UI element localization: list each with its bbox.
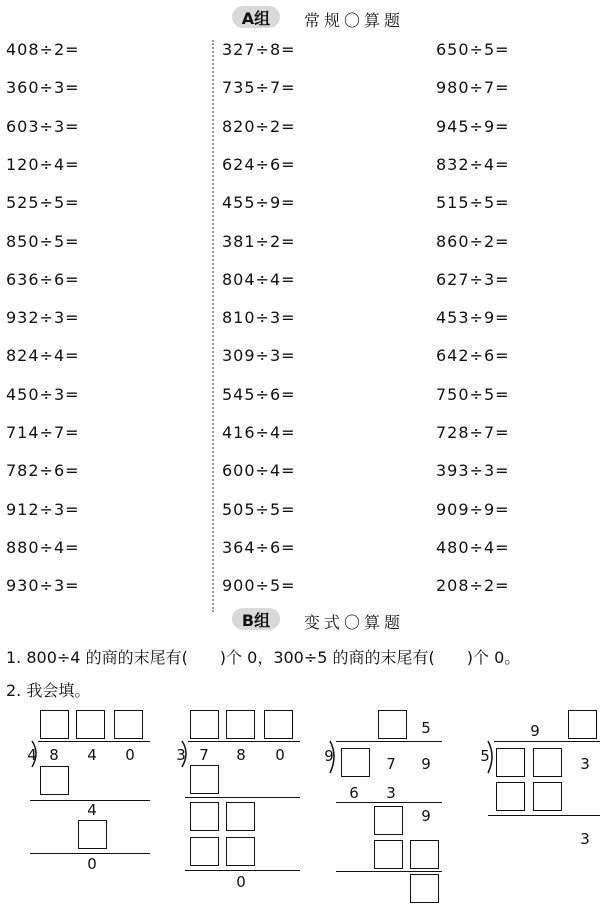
- quotient-digit: 9: [530, 722, 540, 740]
- division-problem: 545÷6=: [222, 384, 296, 404]
- product-digit: 3: [386, 784, 396, 802]
- division-problem: 636÷6=: [6, 269, 80, 289]
- division-problem: 627÷3=: [436, 269, 510, 289]
- division-problem: 208÷2=: [436, 576, 510, 596]
- division-problem: 408÷2=: [6, 40, 80, 59]
- division-problem: 735÷7=: [222, 78, 296, 98]
- step-digit: 9: [421, 807, 431, 825]
- division-problem: 603÷3=: [6, 116, 80, 136]
- dividend-digit: 7: [386, 755, 396, 773]
- answer-box[interactable]: [190, 837, 219, 866]
- division-problem: 416÷4=: [222, 423, 296, 442]
- division-problem: 455÷9=: [222, 193, 296, 213]
- answer-box[interactable]: [410, 874, 439, 903]
- division-problem: 945÷9=: [436, 116, 510, 136]
- division-problem: 750÷5=: [436, 384, 510, 404]
- subtraction-line: [30, 853, 150, 854]
- divisor: 3: [176, 746, 186, 764]
- remainder-digit: 0: [236, 873, 246, 891]
- dividend-digit: 0: [275, 746, 285, 764]
- column-divider: [212, 40, 214, 612]
- division-problem: 850÷5=: [6, 231, 80, 251]
- division-problem: 824÷4=: [6, 346, 80, 366]
- question-1: 1. 800÷4 的商的末尾有( )个 0，300÷5 的商的末尾有( )个 0。: [6, 648, 521, 667]
- division-problem: 450÷3=: [6, 384, 80, 404]
- division-problem: 909÷9=: [436, 499, 510, 519]
- division-problem: 120÷4=: [6, 154, 80, 174]
- subtraction-line: [185, 797, 300, 798]
- division-problem: 980÷7=: [436, 78, 510, 98]
- division-problem: 810÷3=: [222, 308, 296, 328]
- question-2: 2. 我会填。: [6, 681, 91, 700]
- dividend-digit: 3: [580, 755, 590, 773]
- dividend-digit: 8: [236, 746, 246, 764]
- answer-box[interactable]: [496, 782, 525, 811]
- division-bar: [38, 741, 150, 742]
- division-problem: 900÷5=: [222, 576, 296, 596]
- answer-box[interactable]: [341, 748, 370, 777]
- answer-box[interactable]: [114, 710, 143, 739]
- product-digit: 6: [349, 784, 359, 802]
- division-problem: 505÷5=: [222, 499, 296, 519]
- division-problem: 820÷2=: [222, 116, 296, 136]
- answer-box[interactable]: [76, 710, 105, 739]
- division-bar: [494, 741, 600, 742]
- answer-box[interactable]: [40, 710, 69, 739]
- division-problem: 912÷3=: [6, 499, 80, 519]
- subtraction-line: [336, 802, 442, 803]
- division-problem: 381÷2=: [222, 231, 296, 251]
- remainder-digit: 3: [580, 830, 590, 848]
- division-problem: 624÷6=: [222, 154, 296, 174]
- answer-box[interactable]: [378, 710, 407, 739]
- answer-box[interactable]: [40, 766, 69, 795]
- division-problem: 360÷3=: [6, 78, 80, 98]
- division-problem: 932÷3=: [6, 308, 80, 328]
- answer-box[interactable]: [533, 782, 562, 811]
- answer-box[interactable]: [568, 710, 597, 739]
- dividend-digit: 4: [87, 746, 97, 764]
- division-problem: 453÷9=: [436, 308, 510, 328]
- dividend-digit: 9: [421, 755, 431, 773]
- division-problem: 525÷5=: [6, 193, 80, 213]
- division-problem: 930÷3=: [6, 576, 80, 596]
- division-problem: 782÷6=: [6, 461, 80, 481]
- section-a-title: 常规〇算题: [304, 11, 405, 30]
- subtraction-line: [488, 815, 600, 816]
- division-problem: 728÷7=: [436, 423, 510, 442]
- division-problem: 327÷8=: [222, 40, 296, 59]
- section-a-badge: A组: [232, 6, 280, 28]
- answer-box[interactable]: [496, 748, 525, 777]
- divisor: 9: [324, 747, 334, 765]
- step-digit: 4: [87, 801, 97, 819]
- division-problem: 832÷4=: [436, 154, 510, 174]
- answer-box[interactable]: [190, 710, 219, 739]
- quotient-digit: 5: [421, 719, 431, 737]
- answer-box[interactable]: [374, 806, 403, 835]
- answer-box[interactable]: [374, 840, 403, 869]
- divisor: 4: [27, 746, 37, 764]
- division-bar: [188, 741, 300, 742]
- division-problem: 309÷3=: [222, 346, 296, 366]
- answer-box[interactable]: [190, 765, 219, 794]
- division-problem: 880÷4=: [6, 537, 80, 557]
- answer-box[interactable]: [410, 840, 439, 869]
- dividend-digit: 8: [49, 746, 59, 764]
- remainder-digit: 0: [87, 855, 97, 873]
- section-b-badge: B组: [232, 608, 280, 630]
- divisor: 5: [480, 747, 490, 765]
- subtraction-line: [336, 871, 442, 872]
- division-problem: 364÷6=: [222, 537, 296, 557]
- division-problem: 804÷4=: [222, 269, 296, 289]
- dividend-digit: 7: [199, 746, 209, 764]
- subtraction-line: [185, 870, 300, 871]
- section-b-title: 变式〇算题: [304, 613, 405, 632]
- answer-box[interactable]: [533, 748, 562, 777]
- division-problem: 642÷6=: [436, 346, 510, 366]
- answer-box[interactable]: [78, 820, 107, 849]
- division-problem: 480÷4=: [436, 537, 510, 557]
- division-problem: 600÷4=: [222, 461, 296, 481]
- division-problem: 714÷7=: [6, 423, 80, 442]
- answer-box[interactable]: [264, 710, 293, 739]
- answer-box[interactable]: [226, 710, 255, 739]
- dividend-digit: 0: [125, 746, 135, 764]
- division-problem: 860÷2=: [436, 231, 510, 251]
- answer-box[interactable]: [226, 802, 255, 831]
- division-problem: 650÷5=: [436, 40, 510, 59]
- division-problem: 393÷3=: [436, 461, 510, 481]
- division-bar: [336, 741, 442, 742]
- division-problem: 515÷5=: [436, 193, 510, 213]
- answer-box[interactable]: [226, 837, 255, 866]
- answer-box[interactable]: [190, 802, 219, 831]
